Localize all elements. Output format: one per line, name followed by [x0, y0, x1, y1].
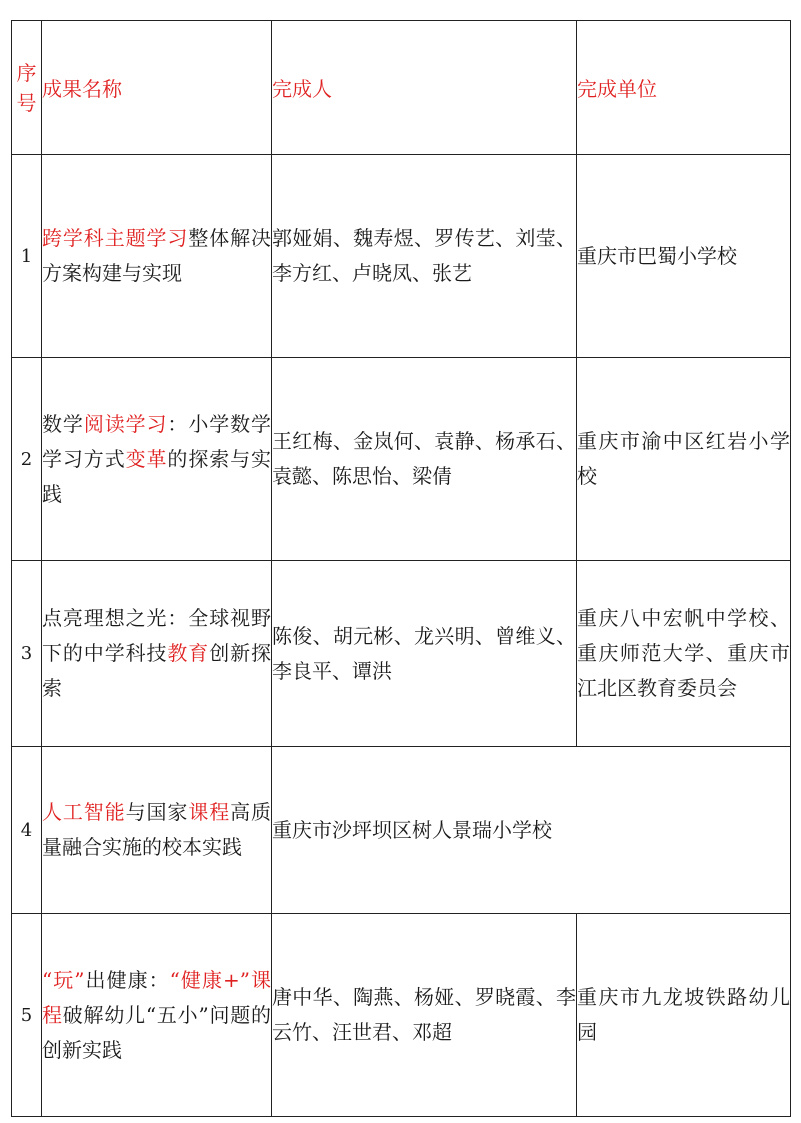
row-index: 5	[12, 914, 42, 1117]
contributors: 唐中华、陶燕、杨娅、罗晓霞、李云竹、汪世君、邓超	[272, 914, 577, 1117]
highlighted-text: “健康+”课程	[42, 967, 271, 1027]
row-index: 1	[12, 155, 42, 358]
header-row	[12, 21, 791, 155]
name-text: 高质量融合实施的校本实践	[42, 800, 272, 859]
table-row	[12, 914, 791, 1117]
name-text: 与国家	[125, 800, 189, 824]
contributors: 陈俊、胡元彬、龙兴明、曾维义、李良平、谭洪	[272, 561, 577, 747]
organization: 重庆市渝中区红岩小学校	[577, 358, 791, 561]
name-text: 点亮理想之光：全球视野下的中学科技	[42, 606, 271, 665]
organization: 重庆八中宏帆中学校、重庆师范大学、重庆市江北区教育委员会	[577, 561, 791, 747]
highlighted-text: 阅读学习	[83, 411, 168, 436]
achievement-name	[42, 561, 272, 747]
organization: 重庆市巴蜀小学校	[577, 155, 791, 358]
achievement-name	[42, 155, 272, 358]
row-index: 3	[12, 561, 42, 747]
contributors: 王红梅、金岚何、袁静、杨承石、袁懿、陈思怡、梁倩	[272, 358, 577, 561]
highlighted-text: 变革	[125, 446, 168, 471]
row-index: 2	[12, 358, 42, 561]
highlighted-text: 教育	[167, 641, 210, 665]
name-text: 破解幼儿“五小”问题的创新实践	[42, 1002, 272, 1062]
organization: 重庆市九龙坡铁路幼儿园	[577, 914, 791, 1117]
table-row	[12, 561, 791, 747]
name-text: 出健康：	[84, 967, 170, 992]
name-text: 整体解决方案构建与实现	[42, 226, 272, 285]
highlighted-text: 课程	[188, 800, 231, 824]
highlighted-text: “玩”	[42, 967, 85, 992]
highlighted-text: 跨学科主题学习	[42, 226, 189, 250]
achievement-name	[42, 914, 272, 1117]
row-index: 4	[12, 747, 42, 914]
table-row	[12, 358, 791, 561]
highlighted-text: 人工智能	[42, 800, 126, 824]
achievement-name	[42, 747, 272, 914]
table-row	[12, 747, 791, 914]
header-index: 序号	[12, 21, 42, 155]
name-text: ：小学数学学习方式	[42, 411, 272, 471]
contributors: 郭娅娟、魏寿煜、罗传艺、刘莹、李方红、卢晓凤、张艺	[272, 155, 577, 358]
organization: 重庆市沙坪坝区树人景瑞小学校	[272, 747, 791, 914]
header-people: 完成人	[272, 21, 577, 155]
table-row	[12, 155, 791, 358]
name-text: 创新探索	[42, 641, 272, 700]
header-name: 成果名称	[42, 21, 272, 155]
achievement-name	[42, 358, 272, 561]
header-unit: 完成单位	[577, 21, 791, 155]
name-text: 数学	[42, 411, 84, 436]
name-text: 的探索与实践	[42, 446, 272, 506]
awards-table	[11, 20, 791, 1117]
